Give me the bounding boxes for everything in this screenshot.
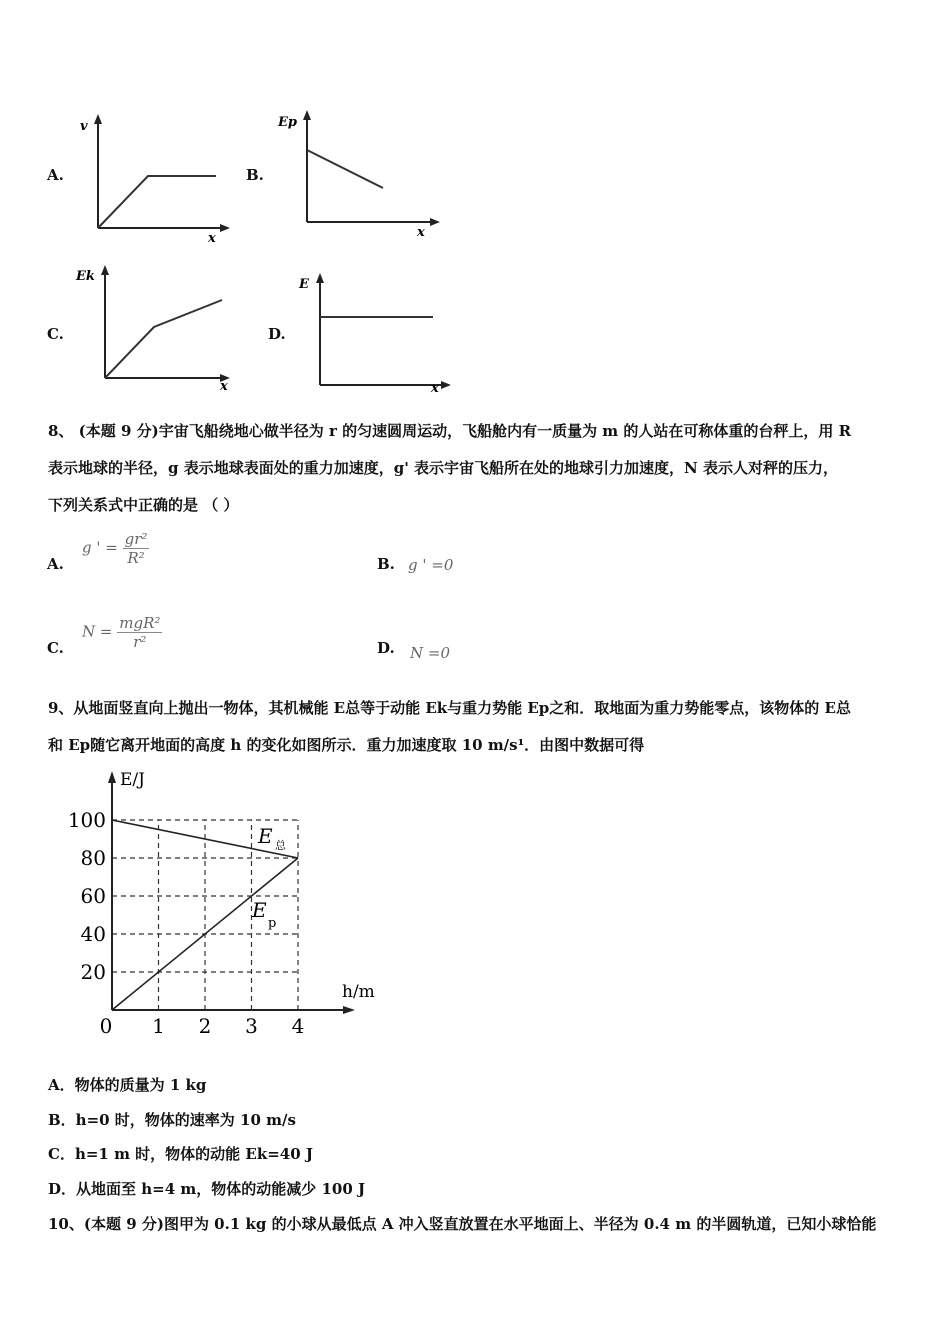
x-tick-2: 2 <box>198 1014 212 1038</box>
q8-c-lhs: N = <box>82 622 113 641</box>
q8-option-b-letter: B. <box>377 555 395 573</box>
y-tick-60: 60 <box>80 884 106 908</box>
q7-option-c-letter: C. <box>47 325 64 343</box>
q7-option-d-letter: D. <box>268 325 286 343</box>
y-tick-100: 100 <box>67 808 106 832</box>
series-label-ep-sub: p <box>268 916 277 931</box>
q8-c-den: r² <box>133 633 147 651</box>
q8-option-b-formula: g ' =0 <box>408 556 454 574</box>
q7-graph-a <box>70 112 230 247</box>
q8-a-num: gr² <box>124 530 148 548</box>
y-tick-80: 80 <box>80 846 106 870</box>
q10-stem-line1: 10、(本题 9 分)图甲为 0.1 kg 的小球从最低点 A 冲入竖直放置在水平地面上、半径为 0.4 m 的半圆轨道，已知小球恰能 <box>48 1215 877 1233</box>
q8-option-d-formula: N =0 <box>410 644 451 662</box>
q7-c-ylabel: Ek <box>76 269 95 284</box>
q7-option-b-letter: B. <box>246 166 264 184</box>
q8-a-lhs: g ' = <box>82 538 118 557</box>
q9-option-b: B．h=0 时，物体的速率为 10 m/s <box>48 1111 296 1129</box>
q7-d-ylabel: E <box>299 277 309 292</box>
q8-c-num: mgR² <box>119 614 161 632</box>
q7-option-a-letter: A. <box>47 166 64 184</box>
series-label-etotal-sub: 总 <box>275 839 286 852</box>
chart-xlabel: h/m <box>342 982 375 1002</box>
y-tick-40: 40 <box>80 922 106 946</box>
q9-option-c: C．h=1 m 时，物体的动能 Ek=40 J <box>48 1145 313 1163</box>
q9-stem-line1: 9、从地面竖直向上抛出一物体，其机械能 E总等于动能 Ek与重力势能 Ep之和．取地面为重力势能零点，该物体的 E总 <box>48 699 851 717</box>
q8-option-d-letter: D. <box>377 639 395 657</box>
q8-option-c-letter: C. <box>47 639 64 657</box>
q8-stem-line2: 表示地球的半径，g 表示地球表面处的重力加速度，g' 表示宇宙飞船所在处的地球引力加速度，N 表示人对秤的压力， <box>48 459 838 477</box>
q7-graph-d <box>295 270 460 395</box>
x-tick-4: 4 <box>291 1014 305 1038</box>
q7-a-xlabel: x <box>208 231 216 246</box>
q7-c-xlabel: x <box>220 379 228 394</box>
q8-stem-line1: 8、 (本题 9 分)宇宙飞船绕地心做半径为 r 的匀速圆周运动，飞船舱内有一质量为 m 的人站在可称体重的台秤上，用 R <box>48 422 852 440</box>
q8-option-c-formula <box>82 614 162 651</box>
q7-graph-b <box>275 108 445 243</box>
x-tick-1: 1 <box>152 1014 165 1038</box>
q7-b-ylabel: Ep <box>278 115 297 130</box>
series-label-etotal: E <box>258 824 273 848</box>
q7-a-ylabel: v <box>80 119 88 134</box>
x-tick-3: 3 <box>245 1014 258 1038</box>
q7-b-xlabel: x <box>417 225 425 240</box>
chart-ylabel: E/J <box>120 770 145 790</box>
q8-a-den: R² <box>127 549 145 567</box>
q8-stem-line3: 下列关系式中正确的是 （ ） <box>48 496 239 514</box>
q8-option-a-letter: A. <box>47 555 64 573</box>
series-label-ep: E <box>252 898 267 922</box>
x-tick-0: 0 <box>99 1014 113 1038</box>
y-tick-20: 20 <box>80 960 106 984</box>
q9-option-d: D．从地面至 h=4 m，物体的动能减少 100 J <box>48 1180 366 1198</box>
q9-energy-chart <box>60 765 390 1040</box>
q9-stem-line2: 和 Ep随它离开地面的高度 h 的变化如图所示．重力加速度取 10 m/s¹．由图中数据可得 <box>48 736 645 754</box>
q8-option-a-formula <box>82 530 149 567</box>
q9-option-a: A．物体的质量为 1 kg <box>48 1076 207 1094</box>
q7-graph-c <box>72 262 237 397</box>
q7-d-xlabel: x <box>431 381 439 395</box>
